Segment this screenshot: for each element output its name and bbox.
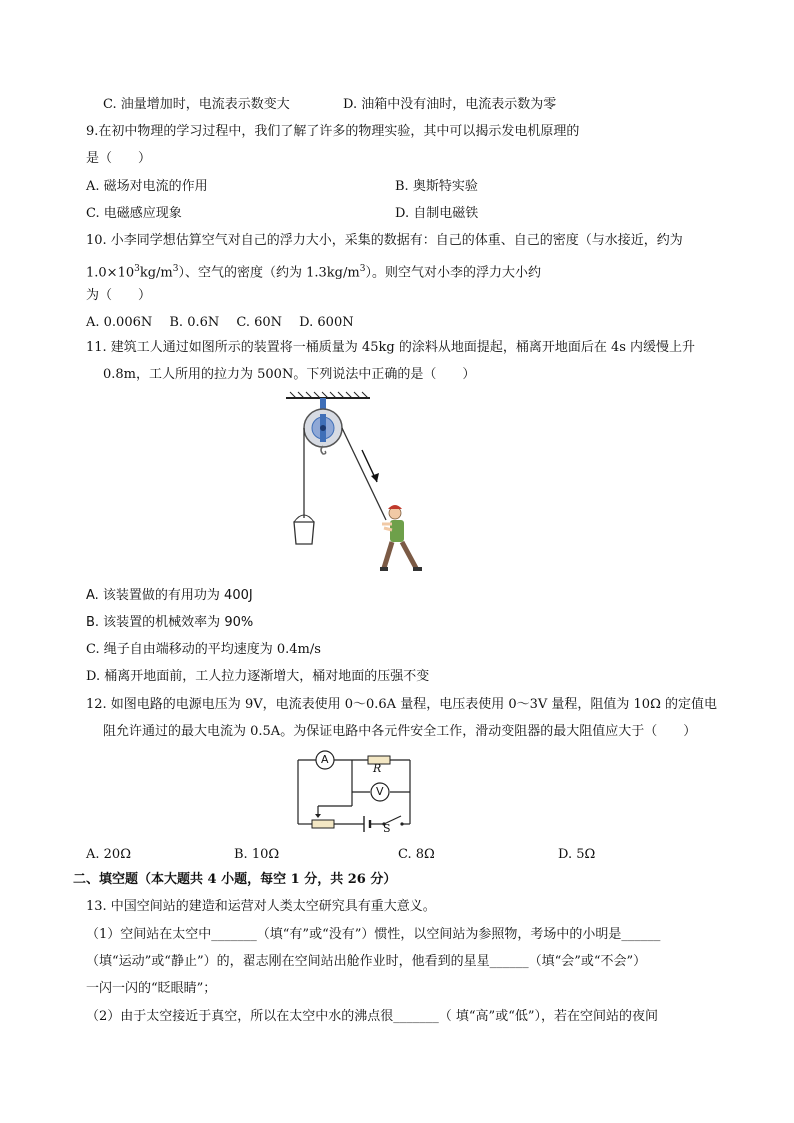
- q13-stem: 13. 中国空间站的建造和运营对人类太空研究具有重大意义。: [86, 899, 436, 914]
- resistor-label: R: [373, 762, 382, 775]
- voltmeter-label: V: [376, 785, 384, 798]
- ammeter-label: A: [321, 753, 329, 766]
- switch-label: S: [383, 822, 391, 835]
- q11-stem-line2: 0.8m，工人所用的拉力为 500N。下列说法中正确的是（ ）: [103, 367, 476, 382]
- q13-part1-line2: （填“运动”或“静止”）的，翟志刚在空间站出舱作业时，他看到的星星______（填“会”或“不会”）: [86, 954, 647, 969]
- q12-option-b: B. 10Ω: [234, 847, 280, 862]
- section-heading: 二、填空题（本大题共 4 小题，每空 1 分，共 26 分）: [73, 872, 397, 887]
- q12-stem-line1: 12. 如图电路的电源电压为 9V，电流表使用 0～0.6A 量程，电压表使用 0～3V 量程，阻值为 10Ω 的定值电: [86, 697, 717, 712]
- q10-stem-line1: 10. 小李同学想估算空气对自己的浮力大小，采集的数据有：自己的体重、自己的密度（与水接近，约为: [86, 233, 683, 248]
- q8-option-c: C. 油量增加时，电流表示数变大: [103, 97, 290, 112]
- q11-stem-line1: 11. 建筑工人通过如图所示的装置将一桶质量为 45kg 的涂料从地面提起，桶离开地面后在 4s 内缓慢上升: [86, 340, 696, 355]
- q11-option-b: B. 该装置的机械效率为 90%: [86, 615, 254, 630]
- q11-option-c: C. 绳子自由端移动的平均速度为 0.4m/s: [86, 642, 321, 657]
- q10-options: A. 0.006N B. 0.6N C. 60N D. 600N: [86, 315, 354, 330]
- q13-part1-line3: 一闪一闪的“眨眼睛”；: [86, 981, 217, 996]
- q13-part2-line1: （2）由于太空接近于真空，所以在太空中水的沸点很_______（ 填“高”或“低”），若在空间站的夜间: [86, 1009, 658, 1024]
- q9-option-b: B. 奥斯特实验: [395, 179, 478, 194]
- q10-stem-line3: 为（ ）: [86, 288, 152, 303]
- q8-option-d: D. 油箱中没有油时，电流表示数为零: [343, 97, 557, 112]
- q12-option-a: A. 20Ω: [86, 847, 131, 862]
- pulley-figure: [280, 392, 440, 582]
- q9-option-c: C. 电磁感应现象: [86, 206, 182, 221]
- q10-stem-line2: $1.0\times 10^3kg/m^3$）、空气的密度（约为 $1.3kg/m^3$）。则空气对小李的浮力大小约: [86, 264, 541, 281]
- q11-option-a: A. 该装置做的有用功为 400J: [86, 588, 253, 603]
- q9-option-d: D. 自制电磁铁: [395, 206, 479, 221]
- q13-part1-line1: （1）空间站在太空中_______（填“有”或“没有”）惯性，以空间站为参照物，考场中的小明是______: [86, 927, 661, 942]
- q9-stem-line1: 9.在初中物理的学习过程中，我们了解了许多的物理实验，其中可以揭示发电机原理的: [86, 124, 580, 139]
- q11-option-d: D. 桶离开地面前，工人拉力逐渐增大，桶对地面的压强不变: [86, 669, 430, 684]
- q12-option-c: C. 8Ω: [398, 847, 435, 862]
- q9-option-a: A. 磁场对电流的作用: [86, 179, 208, 194]
- q12-stem-line2: 阻允许通过的最大电流为 0.5A。为保证电路中各元件安全工作，滑动变阻器的最大阻值应大于（ ）: [103, 724, 697, 739]
- circuit-diagram: [290, 752, 420, 836]
- q9-stem-line2: 是（ ）: [86, 151, 152, 166]
- q12-option-d: D. 5Ω: [558, 847, 596, 862]
